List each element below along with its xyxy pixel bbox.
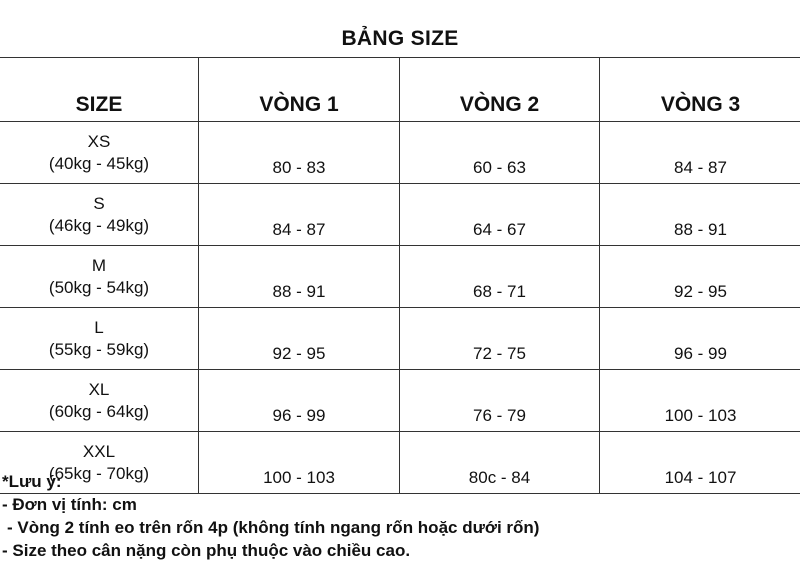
weight-range: (60kg - 64kg) <box>48 401 150 421</box>
note-unit: - Đơn vị tính: cm <box>2 495 137 514</box>
vong-2-value: 64 - 67 <box>400 184 600 246</box>
vong-2-value: 80c - 84 <box>400 432 600 494</box>
table-row <box>0 184 800 246</box>
size-cell <box>0 122 199 184</box>
vong-3-value: 104 - 107 <box>600 432 800 494</box>
table-row <box>0 122 800 184</box>
size-cell <box>0 246 199 308</box>
vong-3-value: 88 - 91 <box>600 184 800 246</box>
size-label: XL <box>88 379 110 399</box>
table-row <box>0 246 800 308</box>
vong-2-value: 68 - 71 <box>400 246 600 308</box>
vong-1-value: 80 - 83 <box>199 122 400 184</box>
vong-3-value: 96 - 99 <box>600 308 800 370</box>
vong-2-value: 76 - 79 <box>400 370 600 432</box>
page-title: BẢNG SIZE <box>341 27 459 50</box>
weight-range: (40kg - 45kg) <box>48 153 150 173</box>
weight-range: (46kg - 49kg) <box>48 215 150 235</box>
vong-3-value: 84 - 87 <box>600 122 800 184</box>
vong-1-value: 96 - 99 <box>199 370 400 432</box>
vong-3-value: 100 - 103 <box>600 370 800 432</box>
note-height: - Size theo cân nặng còn phụ thuộc vào chiều cao. <box>2 541 411 560</box>
table-header-row <box>0 58 800 122</box>
size-label: XS <box>87 131 111 151</box>
header-size: SIZE <box>0 58 199 122</box>
vong-1-value: 88 - 91 <box>199 246 400 308</box>
size-label: XXL <box>82 441 116 461</box>
weight-range: (55kg - 59kg) <box>48 339 150 359</box>
note-waist: - Vòng 2 tính eo trên rốn 4p (không tính ngang rốn hoặc dưới rốn) <box>7 518 540 537</box>
header-vong-1: VÒNG 1 <box>199 58 400 122</box>
table-row <box>0 370 800 432</box>
vong-2-value: 72 - 75 <box>400 308 600 370</box>
notes-heading: *Lưu ý: <box>2 472 62 491</box>
header-vong-3: VÒNG 3 <box>600 58 800 122</box>
weight-range: (50kg - 54kg) <box>48 277 150 297</box>
notes-section <box>2 470 798 562</box>
weight-range: (65kg - 70kg) <box>48 463 150 483</box>
vong-1-value: 92 - 95 <box>199 308 400 370</box>
size-cell <box>0 184 199 246</box>
size-label: L <box>94 317 104 337</box>
vong-1-value: 84 - 87 <box>199 184 400 246</box>
vong-2-value: 60 - 63 <box>400 122 600 184</box>
size-cell <box>0 308 199 370</box>
vong-1-value: 100 - 103 <box>199 432 400 494</box>
vong-3-value: 92 - 95 <box>600 246 800 308</box>
size-chart-table <box>0 57 800 494</box>
table-row <box>0 308 800 370</box>
header-vong-2: VÒNG 2 <box>400 58 600 122</box>
size-label: S <box>93 193 105 213</box>
size-cell <box>0 370 199 432</box>
size-label: M <box>91 255 107 275</box>
